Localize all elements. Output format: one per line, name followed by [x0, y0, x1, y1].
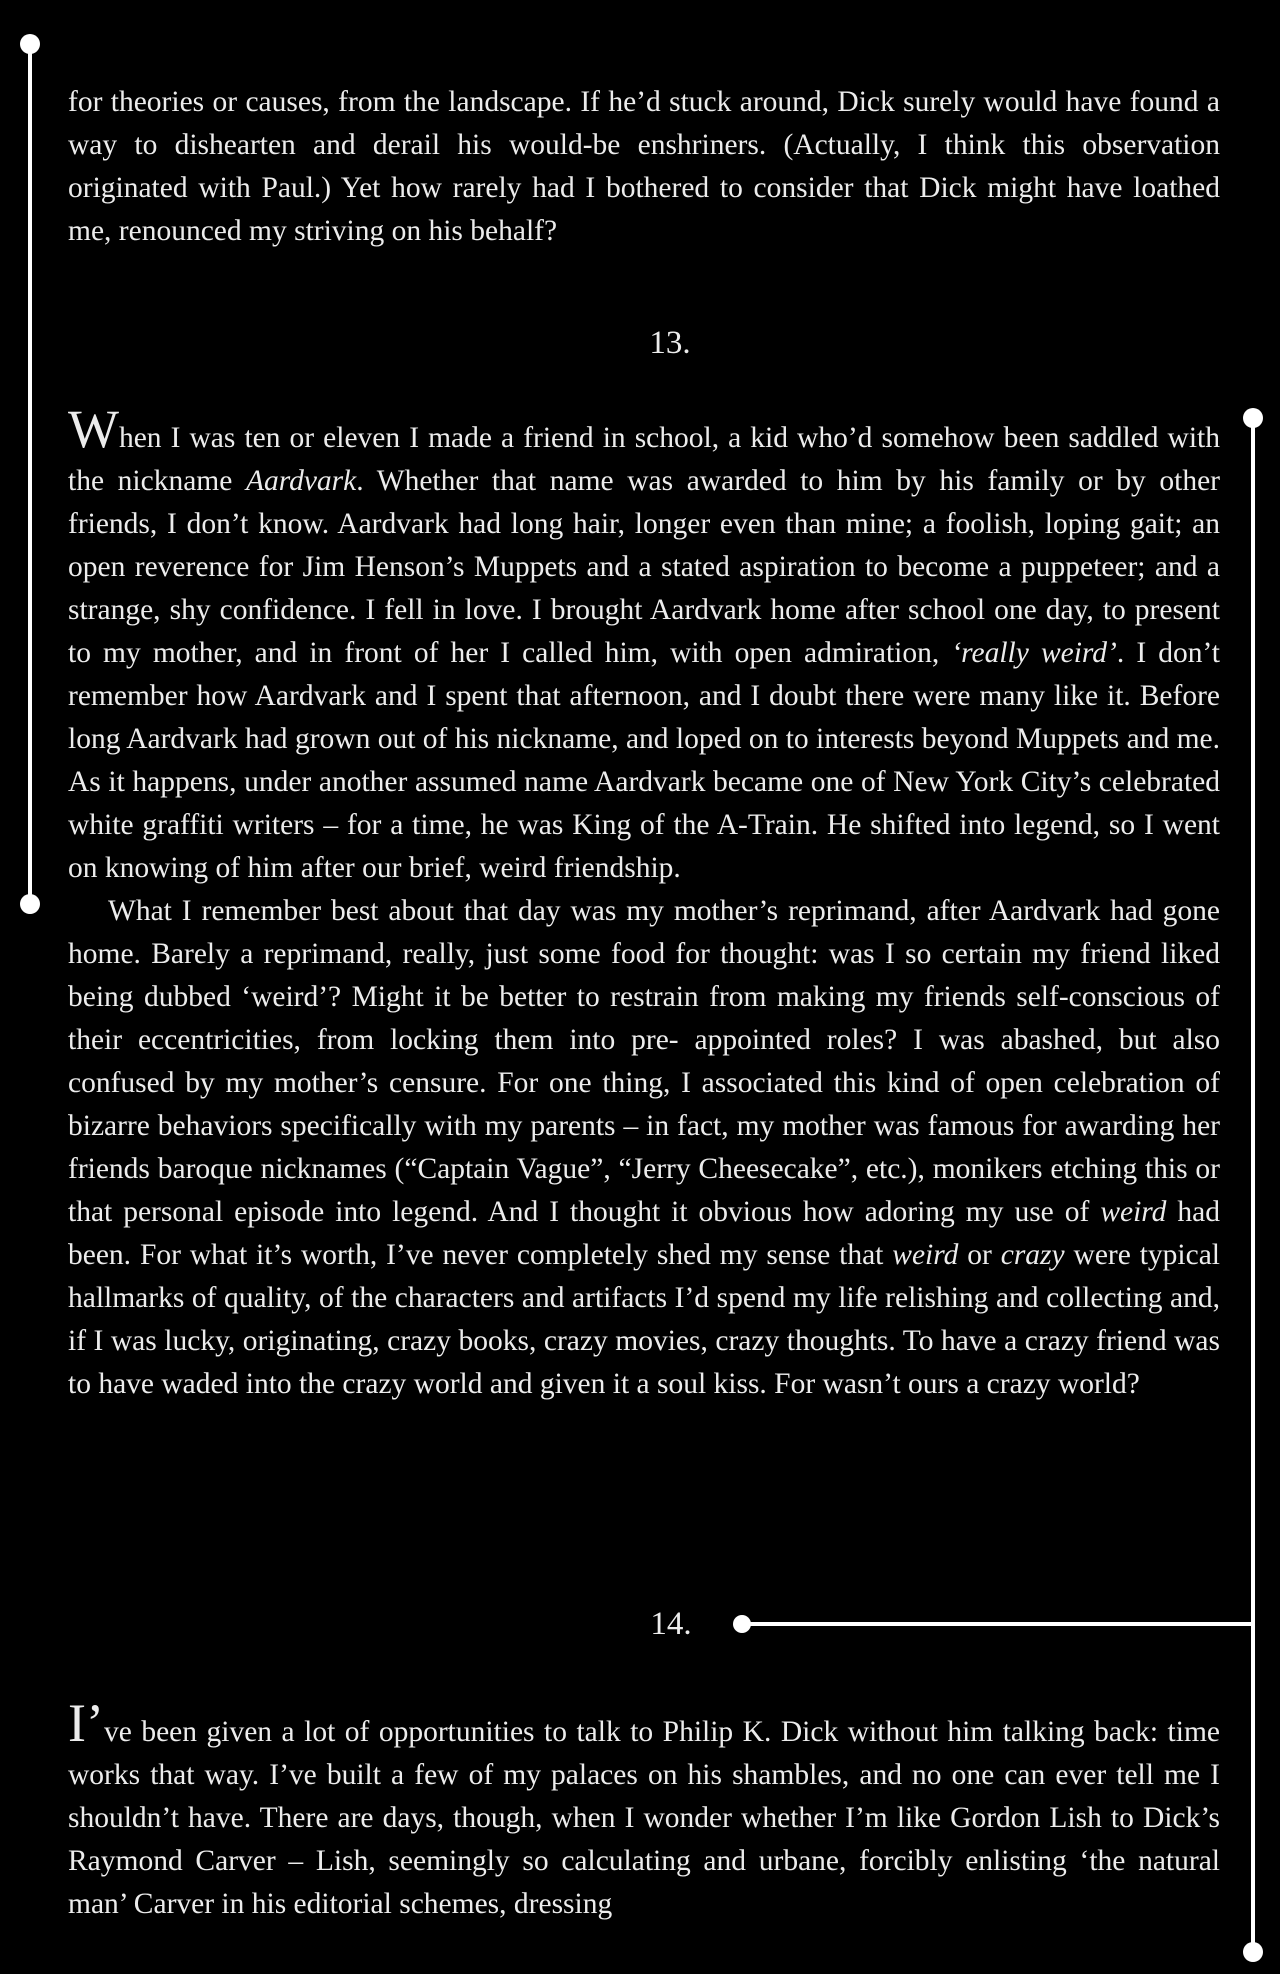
text-run: had been. For what it’s worth, I’ve never completely shed my sense that — [68, 1196, 1220, 1271]
italic-text: crazy — [1000, 1239, 1065, 1271]
left-bracket-ornament — [20, 34, 40, 914]
section-13-body — [68, 399, 1221, 1406]
paragraph-block-1 — [68, 81, 1220, 253]
italic-text: Aardvark — [245, 465, 357, 497]
italic-text: weird — [892, 1239, 959, 1271]
text-run: or — [958, 1239, 1001, 1271]
section-14-pointer-ornament — [733, 1615, 1253, 1633]
drop-cap: W — [68, 399, 119, 459]
text-run: ve been given a lot of opportunities to talk to Philip K. Dick without him talking back: time works that way. I’ve built a few of my palaces on his shambles, and no one can ever tell me I shouldn’t have. There are days, though, when I wonder whether I’m like Gordon Lish to Dick’s Raymond Carver – Lish, seemingly so calculating and urbane, forcibly enlisting ‘the natural man’ Carver in his editorial schemes, dressing — [68, 1716, 1220, 1920]
text-run: . I don’t remember how Aardvark and I spent that afternoon, and I doubt there were many like it. Before long Aardvark had grown out of his nickname, and loped on to interests beyond Muppets and me. As it happens, under another assumed name Aardvark became one of New York City’s celebrated white graffiti writers – for a time, he was King of the A-Train. He shifted into legend, so I went on knowing of him after our brief, weird friendship. — [68, 637, 1220, 884]
italic-text: ‘really weird’ — [951, 637, 1117, 669]
paragraph — [68, 890, 1220, 1406]
section-14-body — [68, 1693, 1220, 1926]
section-number-13: 13. — [649, 325, 691, 361]
text-run: What I remember best about that day was my mother’s reprimand, after Aardvark had gone home. Barely a reprimand, really, just some food for thought: was I so certain my friend liked being dubbed ‘weird’? Might it be better to restrain from making my friends self-conscious of their eccentricities, from locking them into pre- appointed roles? I was abashed, but also confused by my mother’s censure. For one thing, I associated this kind of open celebration of bizarre behaviors specifically with my parents – in fact, my mother was famous for awarding her friends baroque nicknames (“Captain Vague”, “Jerry Cheesecake”, etc.), monikers etching this or that personal episode into legend. And I thought it obvious how adoring my use of — [68, 895, 1220, 1228]
text-run: were typical hallmarks of quality, of the characters and artifacts I’d spend my life relishing and collecting and, if I was lucky, originating, crazy books, crazy movies, crazy thoughts. To have a crazy friend was to have waded into the crazy world and given it a soul kiss. For wasn’t ours a crazy world? — [68, 1239, 1221, 1400]
paragraph — [68, 399, 1220, 890]
section-number-14: 14. — [650, 1606, 692, 1642]
right-bracket-ornament — [1243, 408, 1263, 1962]
paragraph — [68, 1693, 1220, 1926]
text-run: hen I was ten or eleven I made a friend in school, a kid who’d somehow been saddled with the nickname — [68, 422, 1220, 497]
text-run: . Whether that name was awarded to him by his family or by other friends, I don’t know. Aardvark had long hair, longer even than mine; a foolish, loping gait; an open reverence for Jim Henson’s Muppets and a stated aspiration to become a puppeteer; and a strange, shy confidence. I fell in love. I brought Aardvark home after school one day, to present to my mother, and in front of her I called him, with open admiration, — [68, 465, 1220, 669]
drop-cap: I’ — [68, 1693, 104, 1753]
italic-text: weird — [1100, 1196, 1167, 1228]
paragraph: for theories or causes, from the landscape. If he’d stuck around, Dick surely would have found a way to dishearten and derail his would-be enshriners. (Actually, I think this observation originated with Paul.) Yet how rarely had I bothered to consider that Dick might have loathed me, renounced my striving on his behalf? — [68, 86, 1220, 247]
